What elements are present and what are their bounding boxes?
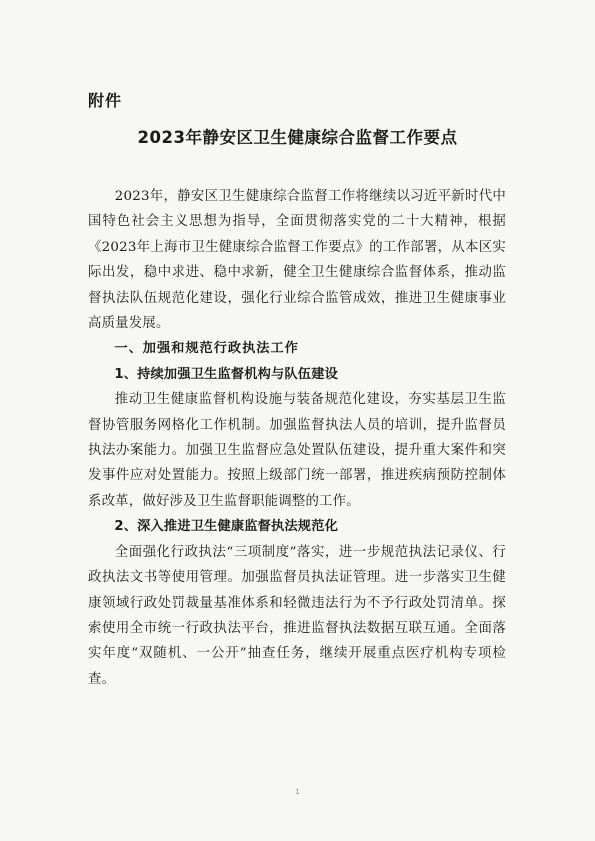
subsection-paragraph-2: 全面强化行政执法“三项制度”落实，进一步规范执法记录仪、行政执法文书等使用管理。加强监督员执法证管理。进一步落实卫生健康领域行政处罚裁量基准体系和轻微违法行为不予行政处罚清单。探索使用全市统一行政执法平台，推进监督执法数据互联互通。全面落实年度“双随机、一公开”抽查任务，继续开展重点医疗机构专项检查。	[88, 544, 506, 687]
subsection-heading-2: 2、深入推进卫生健康监督执法规范化	[114, 519, 338, 535]
document-title: 2023年静安区卫生健康综合监督工作要点	[137, 128, 458, 147]
subsection-heading-1: 1、持续加强卫生监督机构与队伍建设	[114, 366, 338, 382]
subsection-paragraph-1: 推动卫生健康监督机构设施与装备规范化建设，夯实基层卫生监督协管服务网格化工作机制。加强监督执法人员的培训，提升监督员执法办案能力。加强卫生监督应急处置队伍建设，提升重大案件和突发事件应对处置能力。按照上级部门统一部署，推进疾病预防控制体系改革，做好涉及卫生监督职能调整的工作。	[88, 392, 506, 509]
attachment-label: 附件	[88, 91, 123, 110]
page-number: 1	[295, 788, 300, 796]
intro-paragraph: 2023年，静安区卫生健康综合监督工作将继续以习近平新时代中国特色社会主义思想为指导，全面贯彻落实党的二十大精神，根据《2023年上海市卫生健康综合监督工作要点》的工作部署，从本区实际出发，稳中求进、稳中求新，健全卫生健康综合监督体系，推动监督执法队伍规范化建设，强化行业综合监管成效，推进卫生健康事业高质量发展。	[88, 189, 506, 332]
document-body	[88, 184, 506, 692]
section-heading-1: 一、加强和规范行政执法工作	[114, 341, 299, 357]
